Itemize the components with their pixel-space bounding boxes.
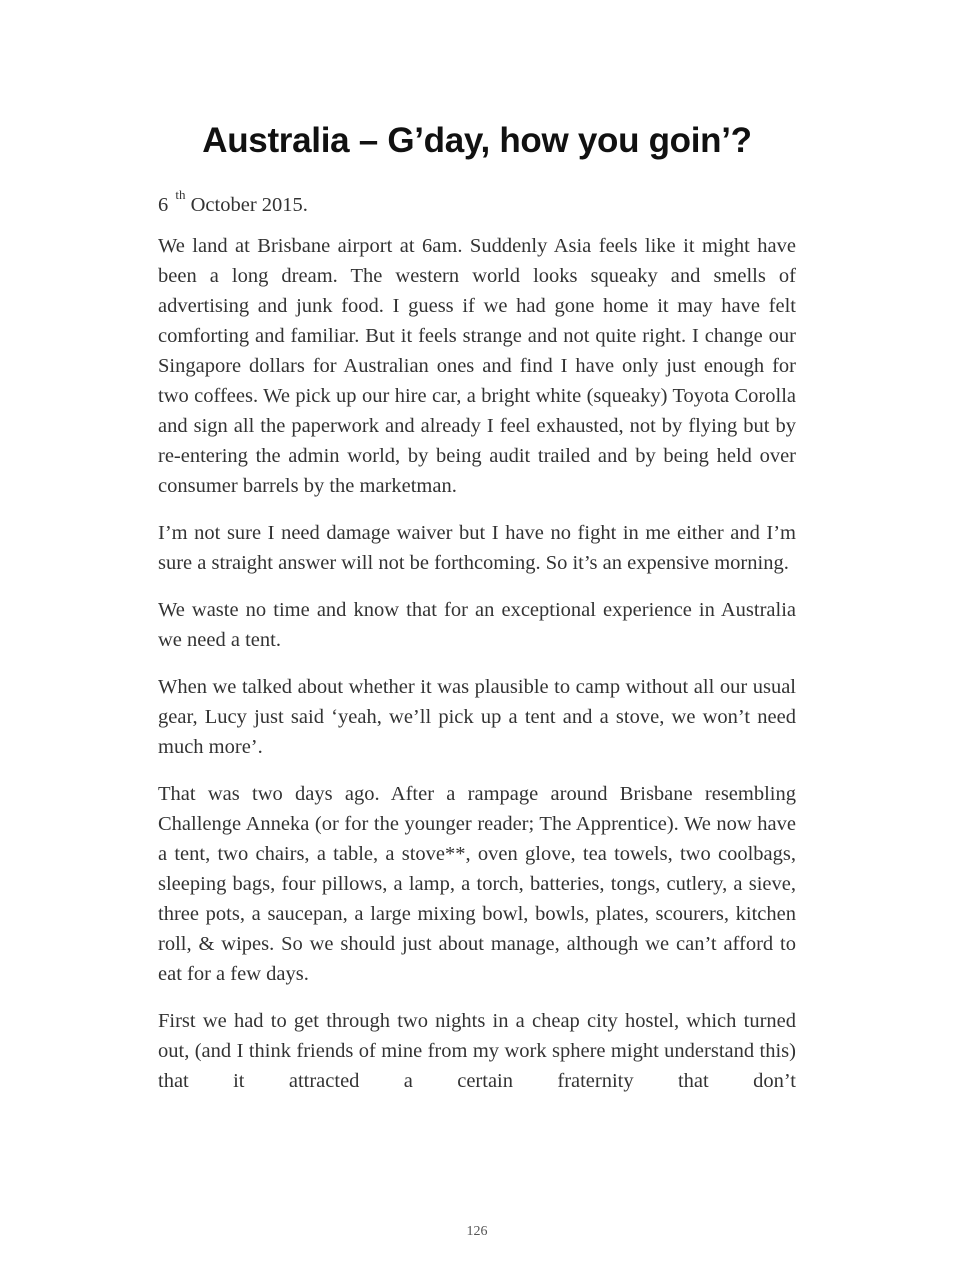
- paragraph-2: I’m not sure I need damage waiver but I have no fight in me either and I’m sure a straight answer will not be forthcoming. So it’s an expensive morning.: [158, 522, 796, 574]
- paragraph-1: We land at Brisbane airport at 6am. Suddenly Asia feels like it might have been a long dream. The western world looks squeaky and smells of advertising and junk food. I guess if we had gone home it may have felt comforting and familiar. But it feels strange and not quite right. I change our Singapore dollars for Australian ones and find I have only just enough for two coffees. We pick up our hire car, a bright white (squeaky) Toyota Corolla and sign all the paperwork and already I feel exhausted, not by flying but by re-entering the admin world, by being audit trailed and by being held over consumer barrels by the marketman.: [158, 235, 796, 497]
- paragraph-3: We waste no time and know that for an exceptional experience in Australia we need a tent.: [158, 599, 796, 651]
- body-text: [158, 184, 796, 1113]
- paragraph-6: First we had to get through two nights in a cheap city hostel, which turned out, (and I think friends of mine from my work sphere might understand this) that it attracted a certain fraternity that don’t: [158, 1010, 796, 1092]
- date-line: [158, 187, 796, 220]
- paragraph-4: When we talked about whether it was plausible to camp without all our usual gear, Lucy just said ‘yeah, we’ll pick up a tent and a stove, we won’t need much more’.: [158, 676, 796, 758]
- date-day: 6: [158, 194, 169, 216]
- page-number: 126: [466, 1224, 488, 1239]
- paragraph-5: That was two days ago. After a rampage around Brisbane resembling Challenge Anneka (or for the younger reader; The Apprentice). We now have a tent, two chairs, a table, a stove**, oven glove, tea towels, two coolbags, sleeping bags, four pillows, a lamp, a torch, batteries, tongs, cutlery, a sieve, three pots, a saucepan, a large mixing bowl, bowls, plates, scourers, kitchen roll, & wipes. So we should just about manage, although we can’t afford to eat for a few days.: [158, 783, 796, 985]
- chapter-title: Australia – G’day, how you goin’?: [202, 121, 752, 160]
- date-day-suffix: th: [175, 187, 186, 202]
- date-rest: October 2015.: [185, 194, 308, 216]
